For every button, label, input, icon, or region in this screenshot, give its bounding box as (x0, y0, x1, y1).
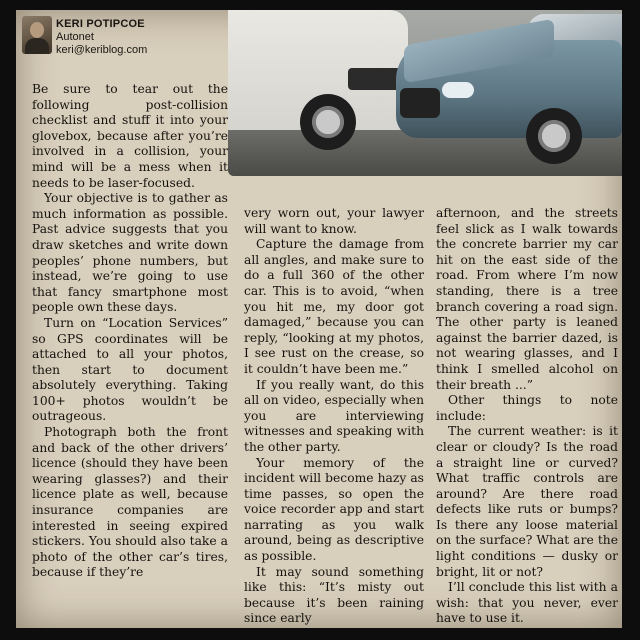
paragraph: It may sound something like this: “It’s misty out because it’s been raining since early (244, 564, 424, 626)
author-name: KERI POTIPCOE (56, 18, 145, 30)
paragraph: afternoon, and the streets feel slick as I walk towards the concrete barrier my car hit on the east side of the road. From where I’m now standing, there is a tree branch covering a road sign. The other party is leaned against the barrier dazed, is not wearing glasses, and I think I smelled alcohol on their breath ...” (436, 206, 618, 392)
car-wheel (526, 108, 582, 164)
paragraph: Your memory of the incident will become hazy as time passes, so open the voice recorder app and start narrating as you walk around, being as descriptive as possible. (244, 455, 424, 564)
paragraph: The current weather: is it clear or cloudy? Is the road a straight line or curved? What traffic controls are around? Are there road defects like ruts or bumps? Is there any loose material on the surface? What are the light conditions — dusky or bright, lit or not? (436, 424, 618, 579)
car-grille (400, 88, 440, 118)
author-outlet: Autonet (56, 31, 94, 43)
paragraph: Your objective is to gather as much information as possible. Past advice suggests that you draw sketches and write down peoples’ phone numbers, but instead, we’re going to use that fancy smartphone most people own these days. (32, 191, 228, 315)
paragraph: Turn on “Location Services” so GPS coordinates will be attached to all your photos, then start to document absolutely everything. Taking 100+ photos wouldn’t be outrageous. (32, 315, 228, 424)
car-headlight (442, 82, 474, 98)
author-shoulders (25, 38, 49, 54)
paragraph: Capture the damage from all angles, and make sure to do a full 360 of the other car. This is to avoid, “when you hit me, my door got damaged,” because you can reply, “looking at my photos, I see rust on the crease, so it couldn’t have been me.” (244, 237, 424, 376)
paragraph: I’ll conclude this list with a wish: that you never, ever have to use it. (436, 580, 618, 626)
paragraph: Other things to note include: (436, 393, 618, 423)
van-wheel (300, 94, 356, 150)
newspaper-clipping (16, 10, 622, 628)
collision-photo (228, 10, 622, 176)
paragraph: Be sure to tear out the following post-collision checklist and stuff it into your glovebox, because after you’re involved in a collision, your mind will be a mess when it needs to be laser-focused. (32, 82, 228, 190)
author-face (30, 22, 44, 38)
article-column-3 (436, 206, 618, 627)
paragraph: If you really want, do this all on video, especially when you are interviewing witnesses and speaking with the other party. (244, 377, 424, 454)
author-email: keri@keriblog.com (56, 44, 148, 56)
article-column-1 (32, 82, 228, 581)
byline (56, 18, 236, 57)
author-headshot (22, 16, 52, 54)
paragraph: Photograph both the front and back of the other drivers’ licence (should they have been wearing glasses?) and their licence plate as well, because insurance companies are interested in seeing expired stickers. You should also take a photo of the other car’s tires, because if they’re (32, 425, 228, 580)
article-column-2 (244, 206, 424, 627)
paragraph: very worn out, your lawyer will want to know. (244, 206, 424, 236)
